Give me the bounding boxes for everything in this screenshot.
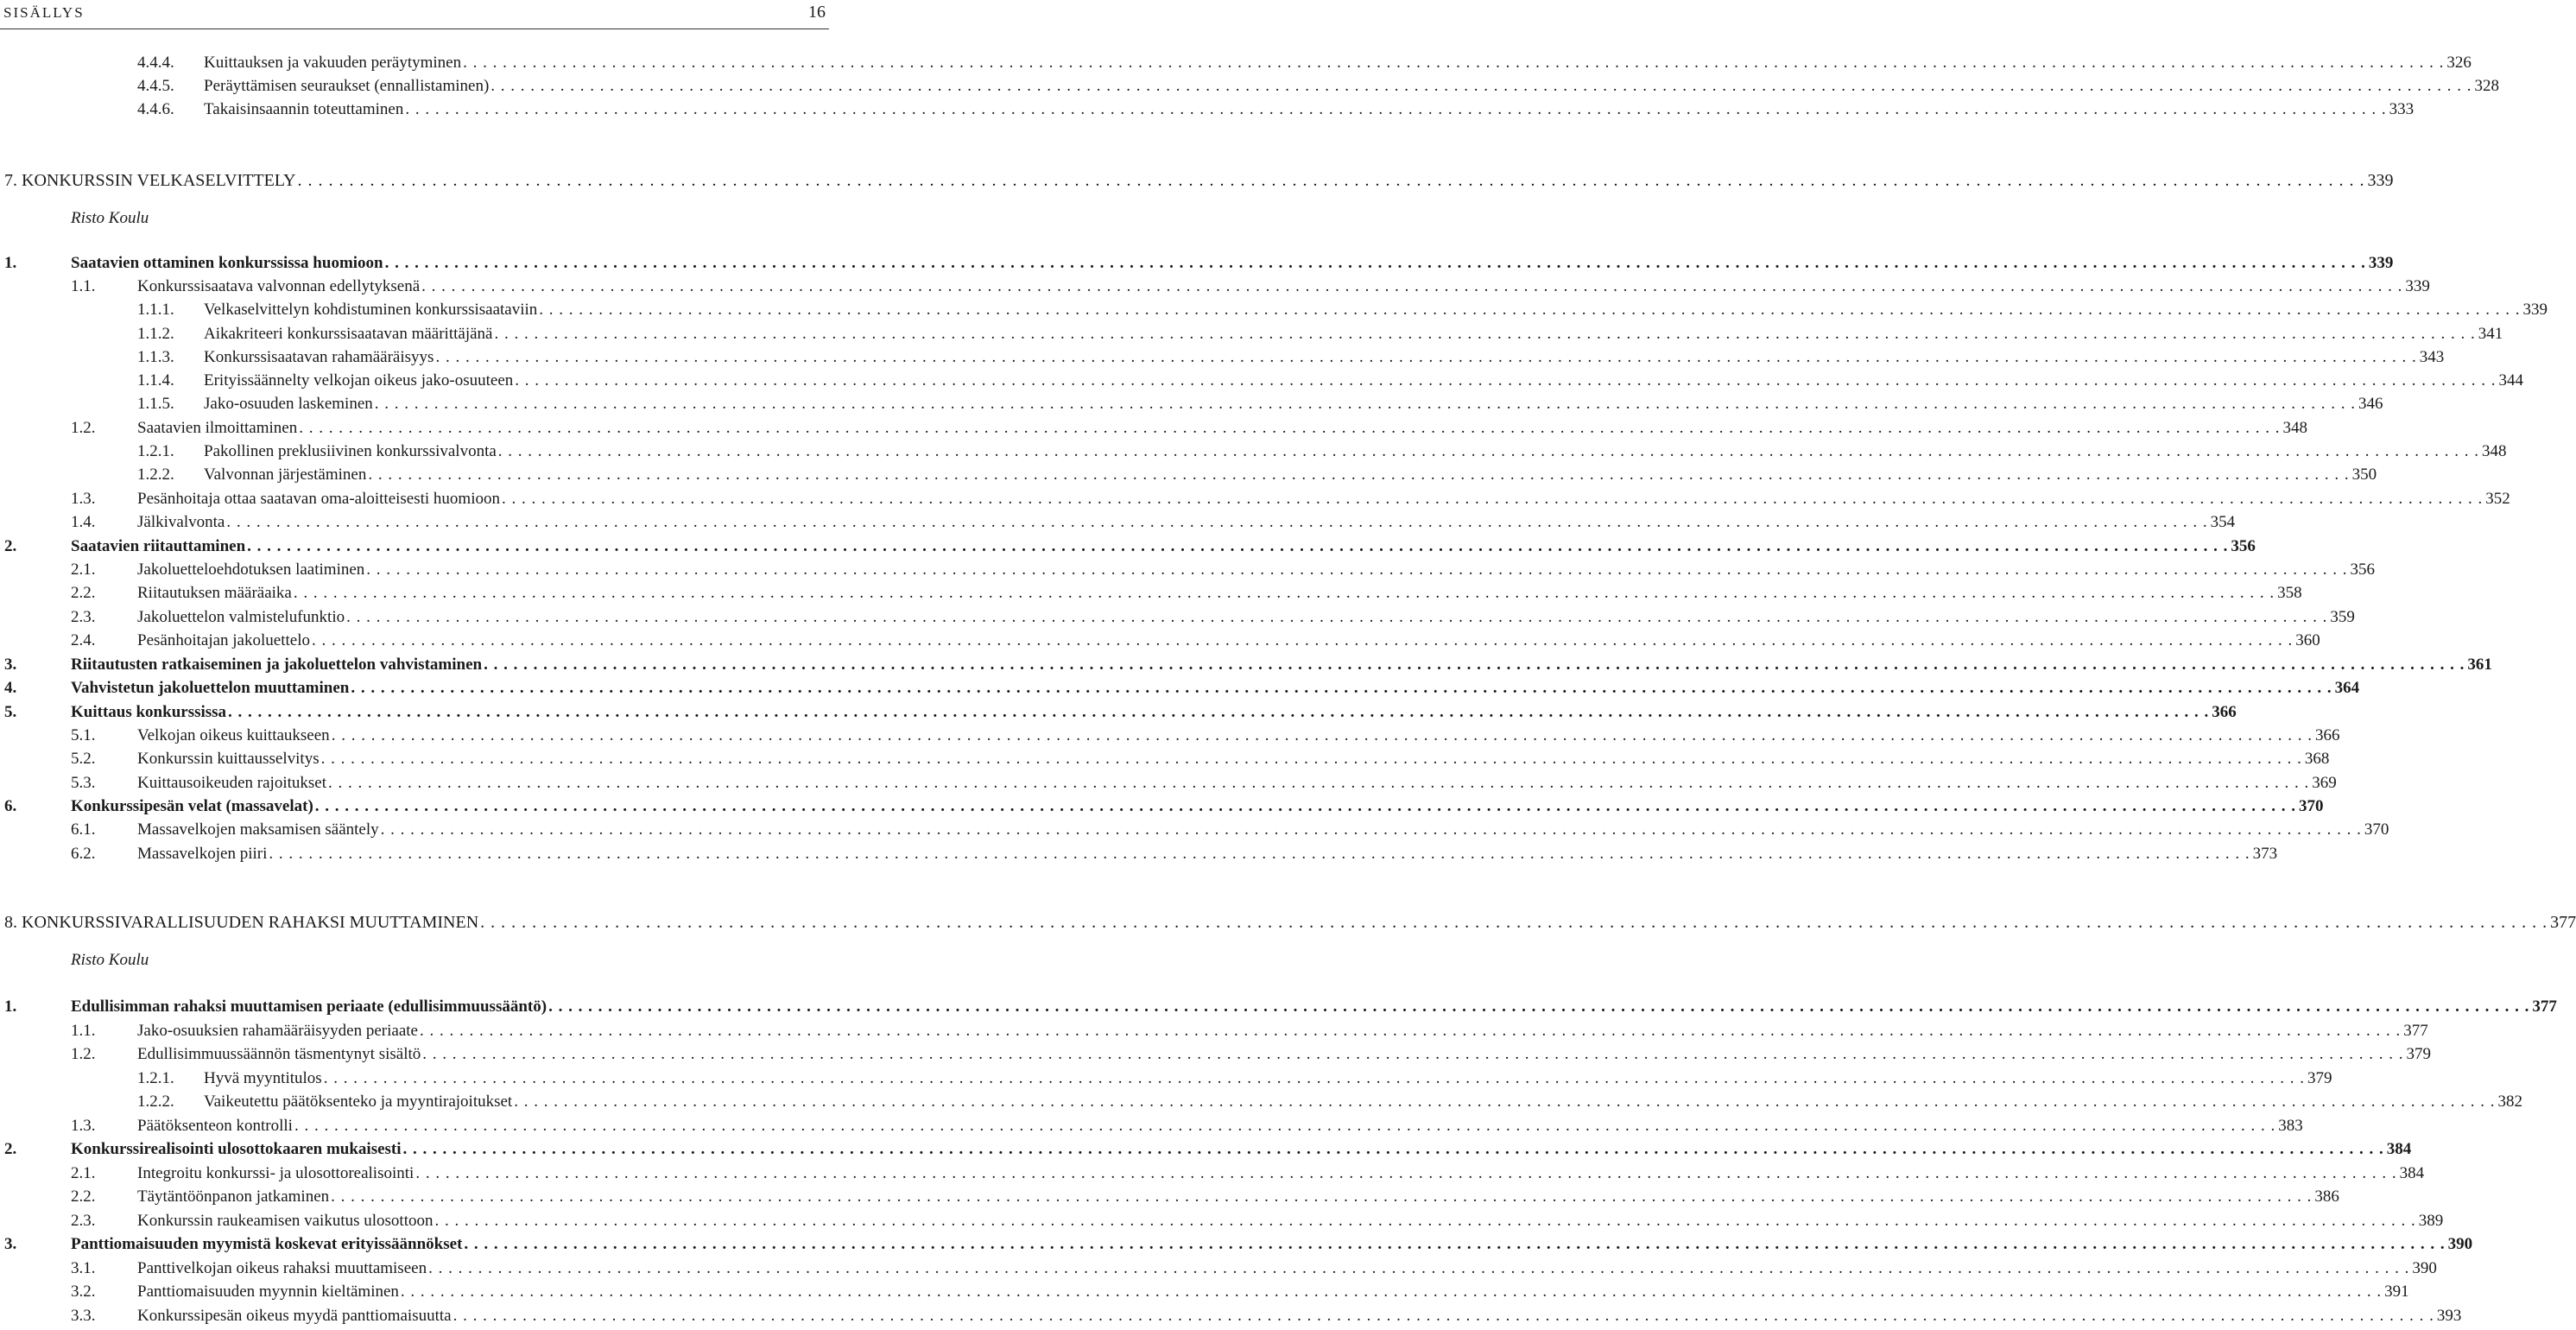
toc-entry-number: 1.1.1. (137, 301, 174, 319)
toc-entry-number: 1.1.3. (137, 348, 174, 366)
toc-entry-number: 1. (4, 998, 17, 1016)
toc-entry-page: 379 (2406, 1045, 2432, 1063)
toc-entry-number: 6. (4, 797, 17, 815)
toc-entry-number: 3. (4, 656, 17, 674)
toc-entry[interactable] (0, 276, 2430, 298)
toc-entry-number: 2.3. (71, 1212, 96, 1230)
dot-leader: . . . . . . . . . . . . . . . . . . . . . . . . . . . . . . . . . . . . . . . . . . . . . . . . . . . . . . . . . . . . . . . . . . . . . . . . . . . . . . . . . . . . . . . . . . . . . . . . . . . . . . . . . . . . . . . . . . . . . . . . . . . . . . . . . . . . . . . . . . . . . . . . . . . . . . . . . . . . . . . . . . . . . . . . . . . . . . . . . . . . . . . . . . . . . . . . . . . . . . . . (314, 797, 2297, 815)
toc-entry[interactable] (0, 464, 2377, 486)
dot-leader: . . . . . . . . . . . . . . . . . . . . . . . . . . . . . . . . . . . . . . . . . . . . . . . . . . . . . . . . . . . . . . . . . . . . . . . . . . . . . . . . . . . . . . . . . . . . . . . . . . . . . . . . . . . . . . . . . . . . . . . . . . . . . . . . . . . . . . . . . . . . . . . . . . . . . . . . . . . . . . . . . . . . . . . . . . . . . . . . . . . . . . . . . . . . . . . . . . . . . . . . (311, 631, 2294, 649)
dot-leader: . . . . . . . . . . . . . . . . . . . . . . . . . . . . . . . . . . . . . . . . . . . . . . . . . . . . . . . . . . . . . . . . . . . . . . . . . . . . . . . . . . . . . . . . . . . . . . . . . . . . . . . . . . . . . . . . . . . . . . . . . . . . . . . . . . . . . . . . . . . . . . . . . . . . . . . . . . . . . . . . . . . . . . . . . . . . . . . . . . . . . . . . . . . . . . . . . . . . . . . . (494, 325, 2476, 343)
dot-leader: . . . . . . . . . . . . . . . . . . . . . . . . . . . . . . . . . . . . . . . . . . . . . . . . . . . . . . . . . . . . . . . . . . . . . . . . . . . . . . . . . . . . . . . . . . . . . . . . . . . . . . . . . . . . . . . . . . . . . . . . . . . . . . . . . . . . . . . . . . . . . . . . . . . . . . . . . . . . . . . . . . . . . . . . . . . . . . . . . . . . . . . . . . . . . . . . . . . . . . . . (293, 584, 2275, 602)
toc-entry-page: 368 (2304, 750, 2330, 768)
toc-entry-page: 390 (2412, 1259, 2437, 1277)
toc-entry-title: Velkaselvittelyn kohdistuminen konkurssisaataviin (204, 301, 538, 319)
toc-entry-title: Konkurssisaatavan rahamääräisyys (204, 348, 434, 366)
toc-entry-title: Edullisimmuussäännön täsmentynyt sisältö (137, 1045, 421, 1063)
toc-entry-page: 339 (2522, 301, 2548, 319)
toc-entry-number: 1.1. (71, 1022, 96, 1040)
toc-entry-title: Edullisimman rahaksi muuttamisen periaate (edullisimmuussääntö) (71, 998, 547, 1016)
dot-leader: . . . . . . . . . . . . . . . . . . . . . . . . . . . . . . . . . . . . . . . . . . . . . . . . . . . . . . . . . . . . . . . . . . . . . . . . . . . . . . . . . . . . . . . . . . . . . . . . . . . . . . . . . . . . . . . . . . . . . . . . . . . . . . . . . . . . . . . . . . . . . . . . . . . . . . . . . . . . . . . . . . . . . . . . . . . . . . . . . . . . . . . . . . . . . . . . . . . . . . . . (428, 1259, 2410, 1277)
toc-chapter-heading[interactable] (0, 169, 2394, 192)
toc-entry-title: Jälkivalvonta (137, 513, 225, 531)
toc-entry-title: Valvonnan järjestäminen (204, 466, 367, 484)
dot-leader: . . . . . . . . . . . . . . . . . . . . . . . . . . . . . . . . . . . . . . . . . . . . . . . . . . . . . . . . . . . . . . . . . . . . . . . . . . . . . . . . . . . . . . . . . . . . . . . . . . . . . . . . . . . . . . . . . . . . . . . . . . . . . . . . . . . . . . . . . . . . . . . . . . . . . . . . . . . . . . . . . . . . . . . . . . . . . . . . . . . . . . . . . . . . . . . . . . . . . . . . (484, 656, 2465, 674)
toc-entry[interactable] (0, 1210, 2444, 1232)
dot-leader: . . . . . . . . . . . . . . . . . . . . . . . . . . . . . . . . . . . . . . . . . . . . . . . . . . . . . . . . . . . . . . . . . . . . . . . . . . . . . . . . . . . . . . . . . . . . . . . . . . . . . . . . . . . . . . . . . . . . . . . . . . . . . . . . . . . . . . . . . . . . . . . . . . . . . . . . . . . . . . . . . . . . . . . . . . . . . . . . . . . . . . . . . . . . . . . . . . . . . . . . (380, 820, 2362, 839)
toc-entry-page: 360 (2295, 631, 2320, 649)
toc-entry-page: 348 (2482, 442, 2507, 460)
toc-entry[interactable] (0, 1162, 2425, 1185)
toc-entry-page: 333 (2389, 100, 2415, 118)
toc-entry-number: 3.2. (71, 1282, 96, 1301)
toc-entry-number: 1. (4, 254, 17, 272)
dot-leader: . . . . . . . . . . . . . . . . . . . . . . . . . . . . . . . . . . . . . . . . . . . . . . . . . . . . . . . . . . . . . . . . . . . . . . . . . . . . . . . . . . . . . . . . . . . . . . . . . . . . . . . . . . . . . . . . . . . . . . . . . . . . . . . . . . . . . . . . . . . . . . . . . . . . . . . . . . . . . . . . . . . . . . . . . . . . . . . . . . . . . . . . . . . . . . . . . . . . . . . . (419, 1022, 2402, 1040)
toc-entry-title: Pesänhoitaja ottaa saatavan oma-aloitteisesti huomioon (137, 490, 500, 508)
toc-entry-number: 4.4.6. (137, 100, 174, 118)
dot-leader: . . . . . . . . . . . . . . . . . . . . . . . . . . . . . . . . . . . . . . . . . . . . . . . . . . . . . . . . . . . . . . . . . . . . . . . . . . . . . . . . . . . . . . . . . . . . . . . . . . . . . . . . . . . . . . . . . . . . . . . . . . . . . . . . . . . . . . . . . . . . . . . . . . . . . . . . . . . . . . . . . . . . . . . . . . . . . . . . . . . . . . . . . . . . . . . . . . . . . . . . (323, 1069, 2305, 1087)
dot-leader: . . . . . . . . . . . . . . . . . . . . . . . . . . . . . . . . . . . . . . . . . . . . . . . . . . . . . . . . . . . . . . . . . . . . . . . . . . . . . . . . . . . . . . . . . . . . . . . . . . . . . . . . . . . . . . . . . . . . . . . . . . . . . . . . . . . . . . . . . . . . . . . . . . . . . . . . . . . . . . . . . . . . . . . . . . . . . . . . . . . . . . . . . . . . . . . . . . . . . . . . (548, 998, 2530, 1016)
toc-entry[interactable] (0, 346, 2445, 369)
toc-entry-title: Konkurssisaatava valvonnan edellytyksenä (137, 277, 421, 295)
toc-entry[interactable] (0, 323, 2503, 345)
toc-entry-page: 369 (2312, 774, 2337, 792)
toc-entry-number: 1.3. (71, 490, 96, 508)
toc-entry-page: 389 (2418, 1212, 2444, 1230)
toc-entry-title: 8. KONKURSSIVARALLISUUDEN RAHAKSI MUUTTAMINEN (4, 913, 479, 932)
dot-leader: . . . . . . . . . . . . . . . . . . . . . . . . . . . . . . . . . . . . . . . . . . . . . . . . . . . . . . . . . . . . . . . . . . . . . . . . . . . . . . . . . . . . . . . . . . . . . . . . . . . . . . . . . . . . . . . . . . . . . . . . . . . . . . . . . . . . . . . . . . . . . . . . . . . . . . . . . . . . . . . . . . . . . . . . . . . . . . . . . . . . . . . . . . . . . . . . . . . . . . . . (435, 348, 2417, 366)
toc-entry-number: 5.1. (71, 726, 96, 744)
toc-entry-number: 1.1.2. (137, 325, 174, 343)
toc-entry-title: Saatavien riitauttaminen (71, 537, 246, 555)
toc-entry-page: 350 (2351, 466, 2377, 484)
toc-entry-page: 343 (2419, 348, 2445, 366)
toc-entry[interactable] (0, 417, 2307, 440)
toc-entry-page: 384 (2399, 1164, 2425, 1182)
toc-entry[interactable] (0, 1091, 2522, 1113)
dot-leader: . . . . . . . . . . . . . . . . . . . . . . . . . . . . . . . . . . . . . . . . . . . . . . . . . . . . . . . . . . . . . . . . . . . . . . . . . . . . . . . . . . . . . . . . . . . . . . . . . . . . . . . . . . . . . . . . . . . . . . . . . . . . . . . . . . . . . . . . . . . . . . . . . . . . . . . . . . . . . . . . . . . . . . . . . . . . . . . . . . . . . . . . . . . . . . . . . . . . . . . . (497, 442, 2480, 460)
toc-entry-number: 4.4.4. (137, 54, 174, 72)
toc-entry[interactable] (0, 1115, 2303, 1137)
toc-entry-number: 2.2. (71, 1188, 96, 1206)
toc-entry-number: 5.2. (71, 750, 96, 768)
toc-entry-number: 1.2.1. (137, 1069, 174, 1087)
toc-entry-number: 1.4. (71, 513, 96, 531)
toc-entry-page: 348 (2282, 419, 2307, 437)
toc-entry-title: Saatavien ilmoittaminen (137, 419, 298, 437)
toc-entry[interactable] (0, 677, 2360, 700)
toc-entry-title: Massavelkojen maksamisen sääntely (137, 820, 379, 839)
dot-leader: . . . . . . . . . . . . . . . . . . . . . . . . . . . . . . . . . . . . . . . . . . . . . . . . . . . . . . . . . . . . . . . . . . . . . . . . . . . . . . . . . . . . . . . . . . . . . . . . . . . . . . . . . . . . . . . . . . . . . . . . . . . . . . . . . . . . . . . . . . . . . . . . . . . . . . . . . . . . . . . . . . . . . . . . . . . . . . . . . . . . . . . . . . . . . . . . . . . . . . . . (402, 1140, 2384, 1158)
toc-entry[interactable] (0, 75, 2500, 98)
dot-leader: . . . . . . . . . . . . . . . . . . . . . . . . . . . . . . . . . . . . . . . . . . . . . . . . . . . . . . . . . . . . . . . . . . . . . . . . . . . . . . . . . . . . . . . . . . . . . . . . . . . . . . . . . . . . . . . . . . . . . . . . . . . . . . . . . . . . . . . . . . . . . . . . . . . . . . . . . . . . . . . . . . . . . . . . . . . . . . . . . . . . . . . . . . . . . . . . . . . . . . . . (331, 1188, 2313, 1206)
toc-entry-page: 386 (2314, 1188, 2339, 1206)
toc-entry-title: Panttivelkojan oikeus rahaksi muuttamiseen (137, 1259, 427, 1277)
toc-entry-number: 2. (4, 1140, 17, 1158)
toc-entry-page: 339 (2367, 171, 2394, 190)
toc-entry-page: 366 (2212, 703, 2237, 721)
toc-entry-title: Panttiomaisuuden myynnin kieltäminen (137, 1282, 399, 1301)
toc-entry[interactable] (0, 511, 2236, 534)
toc-entry[interactable] (0, 701, 2237, 724)
toc-entry-page: 384 (2386, 1140, 2412, 1158)
toc-entry[interactable] (0, 370, 2524, 392)
toc-entry-number: 2.1. (71, 1164, 96, 1182)
toc-entry[interactable] (0, 654, 2492, 676)
toc-entry-title: Täytäntöönpanon jatkaminen (137, 1188, 330, 1206)
dot-leader: . . . . . . . . . . . . . . . . . . . . . . . . . . . . . . . . . . . . . . . . . . . . . . . . . . . . . . . . . . . . . . . . . . . . . . . . . . . . . . . . . . . . . . . . . . . . . . . . . . . . . . . . . . . . . . . . . . . . . . . . . . . . . . . . . . . . . . . . . . . . . . . . . . . . . . . . . . . . . . . . . . . . . . . . . . . . . . . . . . . . . . . . . . . . . . . . . . . . . . . . (464, 1235, 2446, 1253)
page-number: 16 (808, 3, 826, 22)
toc-entry-page: 356 (2350, 560, 2376, 579)
toc-entry-page: 373 (2252, 845, 2278, 863)
toc-entry-title: Peräyttämisen seuraukset (ennallistaminen) (204, 77, 490, 95)
toc-entry-title: Konkurssirealisointi ulosottokaaren mukaisesti (71, 1140, 402, 1158)
toc-entry-title: Vahvistetun jakoluettelon muuttaminen (71, 679, 350, 697)
toc-entry-title: Massavelkojen piiri (137, 845, 268, 863)
chapter-author: Risto Koulu (71, 951, 149, 969)
toc-entry-page: 377 (2403, 1022, 2428, 1040)
dot-leader: . . . . . . . . . . . . . . . . . . . . . . . . . . . . . . . . . . . . . . . . . . . . . . . . . . . . . . . . . . . . . . . . . . . . . . . . . . . . . . . . . . . . . . . . . . . . . . . . . . . . . . . . . . . . . . . . . . . . . . . . . . . . . . . . . . . . . . . . . . . . . . . . . . . . . . . . . . . . . . . . . . . . . . . . . . . . . . . . . . . . . . . . . . . . . . . . . . . . . . . . (331, 726, 2313, 744)
toc-entry-title: Kuittaus konkurssissa (71, 703, 227, 721)
toc-entry-title: Pesänhoitajan jakoluettelo (137, 631, 310, 649)
dot-leader: . . . . . . . . . . . . . . . . . . . . . . . . . . . . . . . . . . . . . . . . . . . . . . . . . . . . . . . . . . . . . . . . . . . . . . . . . . . . . . . . . . . . . . . . . . . . . . . . . . . . . . . . . . . . . . . . . . . . . . . . . . . . . . . . . . . . . . . . . . . . . . . . . . . . . . . . . . . . . . . . . . . . . . . . . . . . . . . . . . . . . . . . . . . . . . . . . . . . . . . . (502, 490, 2484, 508)
dot-leader: . . . . . . . . . . . . . . . . . . . . . . . . . . . . . . . . . . . . . . . . . . . . . . . . . . . . . . . . . . . . . . . . . . . . . . . . . . . . . . . . . . . . . . . . . . . . . . . . . . . . . . . . . . . . . . . . . . . . . . . . . . . . . . . . . . . . . . . . . . . . . . . . . . . . . . . . . . . . . . . . . . . . . . . . . . . . . . . . . . . . . . . . . . . . . . . . . . . . . . . . (247, 537, 2229, 555)
toc-entry-page: 339 (2368, 254, 2394, 272)
toc-entry-page: 383 (2278, 1117, 2303, 1135)
toc-entry-number: 2. (4, 537, 17, 555)
toc-entry[interactable] (0, 1020, 2428, 1042)
toc-entry[interactable] (0, 1281, 2409, 1303)
toc-entry-page: 391 (2384, 1282, 2409, 1301)
toc-entry-number: 1.2. (71, 1045, 96, 1063)
toc-entry[interactable] (0, 1138, 2412, 1161)
dot-leader: . . . . . . . . . . . . . . . . . . . . . . . . . . . . . . . . . . . . . . . . . . . . . . . . . . . . . . . . . . . . . . . . . . . . . . . . . . . . . . . . . . . . . . . . . . . . . . . . . . . . . . . . . . . . . . . . . . . . . . . . . . . . . . . . . . . . . . . . . . . . . . . . . . . . . . . . . . . . . . . . . . . . . . . . . . . . . . . . . . . . . . . . . . . . . . . . . . . . . . . . (405, 100, 2387, 118)
toc-entry[interactable] (0, 52, 2472, 74)
toc-entry[interactable] (0, 393, 2383, 415)
toc-entry[interactable] (0, 98, 2415, 121)
toc-entry[interactable] (0, 1305, 2462, 1327)
dot-leader: . . . . . . . . . . . . . . . . . . . . . . . . . . . . . . . . . . . . . . . . . . . . . . . . . . . . . . . . . . . . . . . . . . . . . . . . . . . . . . . . . . . . . . . . . . . . . . . . . . . . . . . . . . . . . . . . . . . . . . . . . . . . . . . . . . . . . . . . . . . . . . . . . . . . . . . . . . . . . . . . . . . . . . . . . . . . . . . . . . . . . . . . . . . . . . . . . . . . . . . . (453, 1307, 2434, 1325)
dot-leader: . . . . . . . . . . . . . . . . . . . . . . . . . . . . . . . . . . . . . . . . . . . . . . . . . . . . . . . . . . . . . . . . . . . . . . . . . . . . . . . . . . . . . . . . . . . . . . . . . . . . . . . . . . . . . . . . . . . . . . . . . . . . . . . . . . . . . . . . . . . . . . . . . . . . . . . . . . . . . . . . . . . . . . . . . . . . . . . . . . . . . . . . . . . . . . . . . . . . . . . . (299, 419, 2281, 437)
dot-leader: . . . . . . . . . . . . . . . . . . . . . . . . . . . . . . . . . . . . . . . . . . . . . . . . . . . . . . . . . . . . . . . . . . . . . . . . . . . . . . . . . . . . . . . . . . . . . . . . . . . . . . . . . . . . . . . . . . . . . . . . . . . . . . . . . . . . . . . . . . . . . . . . . . . . . . . . . . . . . . . . . . . . . . . . . . . . . . . . . . . . . . . . . . . . . . . . . . . . . . . . (515, 371, 2497, 390)
toc-entry-title: Hyvä myyntitulos (204, 1069, 322, 1087)
toc-entry-number: 5.3. (71, 774, 96, 792)
toc-entry-number: 3. (4, 1235, 17, 1253)
toc-chapter-heading[interactable] (0, 911, 2576, 934)
toc-entry-title: Kuittausoikeuden rajoitukset (137, 774, 326, 792)
dot-leader: . . . . . . . . . . . . . . . . . . . . . . . . . . . . . . . . . . . . . . . . . . . . . . . . . . . . . . . . . . . . . . . . . . . . . . . . . . . . . . . . . . . . . . . . . . . . . . . . . . . . . . . . . . . . . . . . . . . . . . . . . . . . . . . . . . . . . . . . . . . . . . . . . . . . . . . . . . . . . . . . . . . . . . . . . . . . . . . . . . . . . . . . . . . . . . . . . . . . . . . . (294, 1117, 2276, 1135)
toc-entry[interactable] (0, 299, 2548, 321)
toc-entry-title: Integroitu konkurssi- ja ulosottorealisointi (137, 1164, 415, 1182)
toc-entry-page: 346 (2358, 395, 2383, 413)
toc-entry-title: Panttiomaisuuden myymistä koskevat erityissäännökset (71, 1235, 463, 1253)
dot-leader: . . . . . . . . . . . . . . . . . . . . . . . . . . . . . . . . . . . . . . . . . . . . . . . . . . . . . . . . . . . . . . . . . . . . . . . . . . . . . . . . . . . . . . . . . . . . . . . . . . . . . . . . . . . . . . . . . . . . . . . . . . . . . . . . . . . . . . . . . . . . . . . . . . . . . . . . . . . . . . . . . . . . . . . . . . . . . . . . . . . . . . . . . . . . . . . . . . . . . . . . (366, 560, 2348, 579)
running-header-title: SISÄLLYS (3, 4, 85, 21)
toc-entry[interactable] (0, 440, 2507, 463)
dot-leader: . . . . . . . . . . . . . . . . . . . . . . . . . . . . . . . . . . . . . . . . . . . . . . . . . . . . . . . . . . . . . . . . . . . . . . . . . . . . . . . . . . . . . . . . . . . . . . . . . . . . . . . . . . . . . . . . . . . . . . . . . . . . . . . . . . . . . . . . . . . . . . . . . . . . . . . . . . . . . . . . . . . . . . . . . . . . . . . . . . . . . . . . . . . . . . . . . . . . . . . . (514, 1092, 2496, 1111)
toc-entry-title: Konkurssin raukeamisen vaikutus ulosottoon (137, 1212, 434, 1230)
toc-entry-page: 354 (2210, 513, 2236, 531)
toc-entry-title: Vaikeutettu päätöksenteko ja myyntirajoitukset (204, 1092, 513, 1111)
dot-leader: . . . . . . . . . . . . . . . . . . . . . . . . . . . . . . . . . . . . . . . . . . . . . . . . . . . . . . . . . . . . . . . . . . . . . . . . . . . . . . . . . . . . . . . . . . . . . . . . . . . . . . . . . . . . . . . . . . . . . . . . . . . . . . . . . . . . . . . . . . . . . . . . . . . . . . . . . . . . . . . . . . . . . . . . . . . . . . . . . . . . . . . . . . . . . . . . . . . . . . . . (463, 54, 2445, 72)
toc-entry-number: 1.2. (71, 419, 96, 437)
toc-entry-number: 2.2. (71, 584, 96, 602)
toc-entry[interactable] (0, 1043, 2432, 1066)
toc-entry[interactable] (0, 843, 2278, 865)
toc-entry[interactable] (0, 996, 2557, 1018)
toc-entry-title: Saatavien ottaminen konkurssissa huomioon (71, 254, 383, 272)
dot-leader: . . . . . . . . . . . . . . . . . . . . . . . . . . . . . . . . . . . . . . . . . . . . . . . . . . . . . . . . . . . . . . . . . . . . . . . . . . . . . . . . . . . . . . . . . . . . . . . . . . . . . . . . . . . . . . . . . . . . . . . . . . . . . . . . . . . . . . . . . . . . . . . . . . . . . . . . . . . . . . . . . . . . . . . . . . . . . . . . . . . . . . . . . . . . . . . . . . . . . . . . (400, 1282, 2383, 1301)
toc-entry[interactable] (0, 1067, 2332, 1090)
dot-leader: . . . . . . . . . . . . . . . . . . . . . . . . . . . . . . . . . . . . . . . . . . . . . . . . . . . . . . . . . . . . . . . . . . . . . . . . . . . . . . . . . . . . . . . . . . . . . . . . . . . . . . . . . . . . . . . . . . . . . . . . . . . . . . . . . . . . . . . . . . . . . . . . . . . . . . . . . . . . . . . . . . . . . . . . . . . . . . . . . . . . . . . . . . . . . . . . . . . . . . . . (351, 679, 2332, 697)
dot-leader: . . . . . . . . . . . . . . . . . . . . . . . . . . . . . . . . . . . . . . . . . . . . . . . . . . . . . . . . . . . . . . . . . . . . . . . . . . . . . . . . . . . . . . . . . . . . . . . . . . . . . . . . . . . . . . . . . . . . . . . . . . . . . . . . . . . . . . . . . . . . . . . . . . . . . . . . . . . . . . . . . . . . . . . . . . . . . . . . . . . . . . . . . . . . . . . . . . . . . . . . (297, 171, 2365, 190)
toc-entry-page: 379 (2307, 1069, 2332, 1087)
toc-entry-page: 352 (2485, 490, 2510, 508)
toc-entry-page: 328 (2474, 77, 2500, 95)
toc-entry-page: 344 (2498, 371, 2524, 390)
dot-leader: . . . . . . . . . . . . . . . . . . . . . . . . . . . . . . . . . . . . . . . . . . . . . . . . . . . . . . . . . . . . . . . . . . . . . . . . . . . . . . . . . . . . . . . . . . . . . . . . . . . . . . . . . . . . . . . . . . . . . . . . . . . . . . . . . . . . . . . . . . . . . . . . . . . . . . . . . . . . . . . . . . . . . . . . . . . . . . . . . . . . . . . . . . . . . . . . . . . . . . . . (374, 395, 2357, 413)
toc-entry-number: 6.1. (71, 820, 96, 839)
toc-entry-number: 3.3. (71, 1307, 96, 1325)
toc-entry-title: Velkojan oikeus kuittaukseen (137, 726, 330, 744)
toc-entry[interactable] (0, 1257, 2437, 1280)
toc-entry-page: 356 (2231, 537, 2256, 555)
dot-leader: . . . . . . . . . . . . . . . . . . . . . . . . . . . . . . . . . . . . . . . . . . . . . . . . . . . . . . . . . . . . . . . . . . . . . . . . . . . . . . . . . . . . . . . . . . . . . . . . . . . . . . . . . . . . . . . . . . . . . . . . . . . . . . . . . . . . . . . . . . . . . . . . . . . . . . . . . . . . . . . . . . . . . . . . . . . . . . . . . . . . . . . . . . . . . . . . . . . . . . . . (269, 845, 2250, 863)
dot-leader: . . . . . . . . . . . . . . . . . . . . . . . . . . . . . . . . . . . . . . . . . . . . . . . . . . . . . . . . . . . . . . . . . . . . . . . . . . . . . . . . . . . . . . . . . . . . . . . . . . . . . . . . . . . . . . . . . . . . . . . . . . . . . . . . . . . . . . . . . . . . . . . . . . . . . . . . . . . . . . . . . . . . . . . . . . . . . . . . . . . . . . . . . . . . . . . . . . . . . . . . (421, 277, 2403, 295)
toc-entry-page: 370 (2299, 797, 2324, 815)
toc-entry-number: 4. (4, 679, 17, 697)
toc-entry-page: 366 (2314, 726, 2340, 744)
toc-entry-page: 341 (2478, 325, 2503, 343)
toc-entry[interactable] (0, 819, 2389, 841)
toc-entry[interactable] (0, 725, 2340, 747)
toc-entry-page: 339 (2405, 277, 2430, 295)
chapter-author: Risto Koulu (71, 209, 149, 227)
toc-entry-number: 2.4. (71, 631, 96, 649)
toc-entry[interactable] (0, 582, 2302, 605)
toc-entry[interactable] (0, 252, 2394, 275)
toc-entry-number: 2.3. (71, 608, 96, 626)
dot-leader: . . . . . . . . . . . . . . . . . . . . . . . . . . . . . . . . . . . . . . . . . . . . . . . . . . . . . . . . . . . . . . . . . . . . . . . . . . . . . . . . . . . . . . . . . . . . . . . . . . . . . . . . . . . . . . . . . . . . . . . . . . . . . . . . . . . . . . . . . . . . . . . . . . . . . . . . . . . . . . . . . . . . . . . . . . . . . . . . . . . . . . . . . . . . . . . . . . . . . . . . (434, 1212, 2416, 1230)
toc-entry-page: 393 (2436, 1307, 2462, 1325)
toc-entry-title: Jakoluetteloehdotuksen laatiminen (137, 560, 365, 579)
toc-entry-title: Pakollinen preklusiivinen konkurssivalvonta (204, 442, 497, 460)
toc-entry-number: 1.1.4. (137, 371, 174, 390)
toc-entry-number: 5. (4, 703, 17, 721)
toc-entry-page: 382 (2497, 1092, 2522, 1111)
toc-entry-title: Riitautusten ratkaiseminen ja jakoluettelon vahvistaminen (71, 656, 483, 674)
toc-entry-title: Jako-osuuden laskeminen (204, 395, 373, 413)
toc-entry-number: 1.1. (71, 277, 96, 295)
toc-entry-page: 390 (2447, 1235, 2473, 1253)
dot-leader: . . . . . . . . . . . . . . . . . . . . . . . . . . . . . . . . . . . . . . . . . . . . . . . . . . . . . . . . . . . . . . . . . . . . . . . . . . . . . . . . . . . . . . . . . . . . . . . . . . . . . . . . . . . . . . . . . . . . . . . . . . . . . . . . . . . . . . . . . . . . . . . . . . . . . . . . . . . . . . . . . . . . . . . . . . . . . . . . . . . . . . . . . . . . . . . . . . . . . . . . (327, 774, 2310, 792)
toc-entry-page: 364 (2334, 679, 2360, 697)
dot-leader: . . . . . . . . . . . . . . . . . . . . . . . . . . . . . . . . . . . . . . . . . . . . . . . . . . . . . . . . . . . . . . . . . . . . . . . . . . . . . . . . . . . . . . . . . . . . . . . . . . . . . . . . . . . . . . . . . . . . . . . . . . . . . . . . . . . . . . . . . . . . . . . . . . . . . . . . . . . . . . . . . . . . . . . . . . . . . . . . . . . . . . . . . . . . . . . . . . . . . . . . (422, 1045, 2404, 1063)
toc-entry-title: Konkurssin kuittausselvitys (137, 750, 320, 768)
toc-entry[interactable] (0, 795, 2324, 818)
toc-entry-page: 326 (2446, 54, 2472, 72)
toc-entry-page: 377 (2550, 913, 2576, 932)
dot-leader: . . . . . . . . . . . . . . . . . . . . . . . . . . . . . . . . . . . . . . . . . . . . . . . . . . . . . . . . . . . . . . . . . . . . . . . . . . . . . . . . . . . . . . . . . . . . . . . . . . . . . . . . . . . . . . . . . . . . . . . . . . . . . . . . . . . . . . . . . . . . . . . . . . . . . . . . . . . . . . . . . . . . . . . . . . . . . . . . . . . . . . . . . . . . . . . . . . . . . . . . (491, 77, 2472, 95)
toc-entry-page: 377 (2532, 998, 2557, 1016)
toc-entry[interactable] (0, 606, 2355, 629)
toc-entry-number: 1.3. (71, 1117, 96, 1135)
toc-entry[interactable] (0, 488, 2510, 510)
dot-leader: . . . . . . . . . . . . . . . . . . . . . . . . . . . . . . . . . . . . . . . . . . . . . . . . . . . . . . . . . . . . . . . . . . . . . . . . . . . . . . . . . . . . . . . . . . . . . . . . . . . . . . . . . . . . . . . . . . . . . . . . . . . . . . . . . . . . . . . . . . . . . . . . . . . . . . . . . . . . . . . . . . . . . . . . . . . . . . . . . . . . . . . . . . . . . . . . . . . . . . . . (228, 703, 2210, 721)
toc-entry-title: Erityissäännelty velkojan oikeus jako-osuuteen (204, 371, 514, 390)
toc-entry[interactable] (0, 1186, 2339, 1208)
toc-entry[interactable] (0, 559, 2376, 581)
toc-entry-title: 7. KONKURSSIN VELKASELVITTELY (4, 171, 296, 190)
dot-leader: . . . . . . . . . . . . . . . . . . . . . . . . . . . . . . . . . . . . . . . . . . . . . . . . . . . . . . . . . . . . . . . . . . . . . . . . . . . . . . . . . . . . . . . . . . . . . . . . . . . . . . . . . . . . . . . . . . . . . . . . . . . . . . . . . . . . . . . . . . . . . . . . . . . . . . . . . . . . . . . . . . . . . . . . . . . . . . . . . . . . . . . . . . . . . . . . . . . . . . . . (368, 466, 2350, 484)
toc-entry-page: 370 (2364, 820, 2389, 839)
toc-entry-title: Konkurssipesän velat (massavelat) (71, 797, 313, 815)
toc-entry[interactable] (0, 748, 2330, 770)
toc-entry-title: Aikakriteeri konkurssisaatavan määrittäjänä (204, 325, 493, 343)
toc-entry-number: 2.1. (71, 560, 96, 579)
toc-entry-number: 6.2. (71, 845, 96, 863)
toc-entry-title: Päätöksenteon kontrolli (137, 1117, 293, 1135)
toc-entry-page: 358 (2277, 584, 2302, 602)
toc-entry-number: 1.2.2. (137, 1092, 174, 1111)
toc-entry-title: Jakoluettelon valmistelufunktio (137, 608, 345, 626)
dot-leader: . . . . . . . . . . . . . . . . . . . . . . . . . . . . . . . . . . . . . . . . . . . . . . . . . . . . . . . . . . . . . . . . . . . . . . . . . . . . . . . . . . . . . . . . . . . . . . . . . . . . . . . . . . . . . . . . . . . . . . . . . . . . . . . . . . . . . . . . . . . . . . . . . . . . . . . . . . . . . . . . . . . . . . . . . . . . . . . . . . . . . . . . . . . . . . . . . . . . . . . . (384, 254, 2366, 272)
toc-entry-title: Takaisinsaannin toteuttaminen (204, 100, 404, 118)
toc-entry-title: Riitautuksen määräaika (137, 584, 292, 602)
toc-entry[interactable] (0, 1233, 2473, 1256)
toc-entry-title: Jako-osuuksien rahamääräisyyden periaate (137, 1022, 418, 1040)
toc-entry-number: 4.4.5. (137, 77, 174, 95)
toc-entry-number: 3.1. (71, 1259, 96, 1277)
dot-leader: . . . . . . . . . . . . . . . . . . . . . . . . . . . . . . . . . . . . . . . . . . . . . . . . . . . . . . . . . . . . . . . . . . . . . . . . . . . . . . . . . . . . . . . . . . . . . . . . . . . . . . . . . . . . . . . . . . . . . . . . . . . . . . . . . . . . . . . . . . . . . . . . . . . . . . . . . . . . . . . . . . . . . . . . . . . . . . . . . . . . . . . . . . . . . . . . . . . . . . . . (415, 1164, 2397, 1182)
toc-entry-page: 359 (2330, 608, 2355, 626)
toc-entry[interactable] (0, 772, 2337, 795)
dot-leader: . . . . . . . . . . . . . . . . . . . . . . . . . . . . . . . . . . . . . . . . . . . . . . . . . . . . . . . . . . . . . . . . . . . . . . . . . . . . . . . . . . . . . . . . . . . . . . . . . . . . . . . . . . . . . . . . . . . . . . . . . . . . . . . . . . . . . . . . . . . . . . . . . . . . . . . . . . . . . . . . . . . . . . . . . . . . . . . . . . . . . . . . . . . . . . . . . . . . . . . . (226, 513, 2208, 531)
toc-entry-number: 1.2.1. (137, 442, 174, 460)
toc-entry-title: Kuittauksen ja vakuuden peräytyminen (204, 54, 462, 72)
toc-entry-number: 1.2.2. (137, 466, 174, 484)
toc-entry[interactable] (0, 535, 2256, 558)
dot-leader: . . . . . . . . . . . . . . . . . . . . . . . . . . . . . . . . . . . . . . . . . . . . . . . . . . . . . . . . . . . . . . . . . . . . . . . . . . . . . . . . . . . . . . . . . . . . . . . . . . . . . . . . . . . . . . . . . . . . . . . . . . . . . . . . . . . . . . . . . . . . . . . . . . . . . . . . . . . . . . . . . . . . . . . . . . . . . . . . . . . . . . . . . . . . . . . . . . . . . . . . (539, 301, 2521, 319)
dot-leader: . . . . . . . . . . . . . . . . . . . . . . . . . . . . . . . . . . . . . . . . . . . . . . . . . . . . . . . . . . . . . . . . . . . . . . . . . . . . . . . . . . . . . . . . . . . . . . . . . . . . . . . . . . . . . . . . . . . . . . . . . . . . . . . . . . . . . . . . . . . . . . . . . . . . . . . . . . . . . . . . . . . . . . . . . . . . . . . . . . . . . . . . . . . . . . . . . . . . . . . . (480, 913, 2548, 932)
toc-entry-title: Konkurssipesän oikeus myydä panttiomaisuutta (137, 1307, 452, 1325)
dot-leader: . . . . . . . . . . . . . . . . . . . . . . . . . . . . . . . . . . . . . . . . . . . . . . . . . . . . . . . . . . . . . . . . . . . . . . . . . . . . . . . . . . . . . . . . . . . . . . . . . . . . . . . . . . . . . . . . . . . . . . . . . . . . . . . . . . . . . . . . . . . . . . . . . . . . . . . . . . . . . . . . . . . . . . . . . . . . . . . . . . . . . . . . . . . . . . . . . . . . . . . . (320, 750, 2302, 768)
toc-entry-number: 1.1.5. (137, 395, 174, 413)
dot-leader: . . . . . . . . . . . . . . . . . . . . . . . . . . . . . . . . . . . . . . . . . . . . . . . . . . . . . . . . . . . . . . . . . . . . . . . . . . . . . . . . . . . . . . . . . . . . . . . . . . . . . . . . . . . . . . . . . . . . . . . . . . . . . . . . . . . . . . . . . . . . . . . . . . . . . . . . . . . . . . . . . . . . . . . . . . . . . . . . . . . . . . . . . . . . . . . . . . . . . . . . (346, 608, 2328, 626)
toc-entry[interactable] (0, 630, 2320, 652)
toc-entry-page: 361 (2467, 656, 2492, 674)
